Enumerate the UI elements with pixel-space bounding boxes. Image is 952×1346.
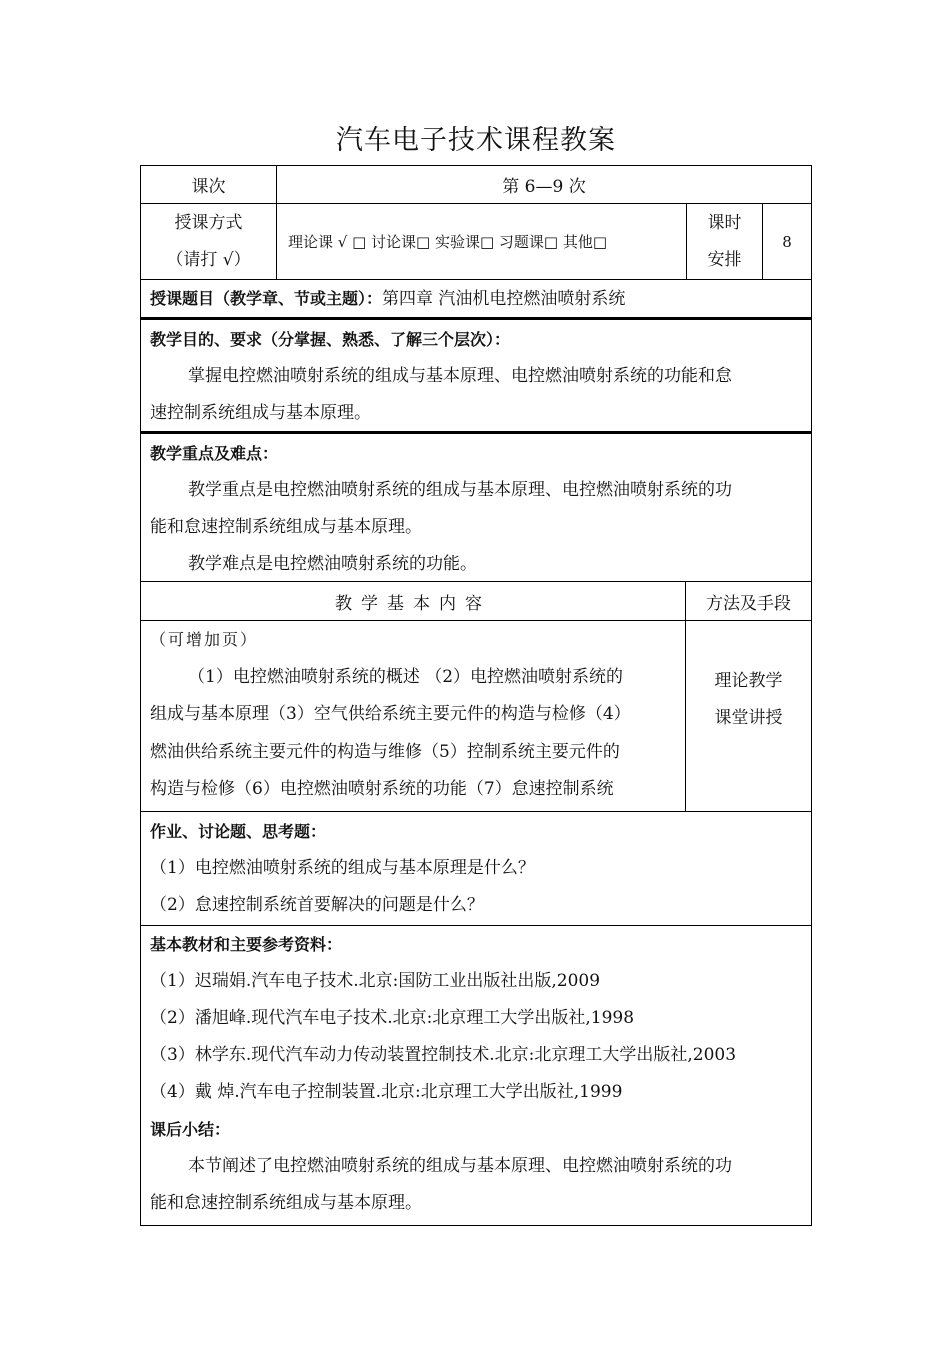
session-value: 第 6—9 次 xyxy=(276,166,811,203)
key-points-line: 教学难点是电控燃油喷射系统的功能。 xyxy=(188,554,477,574)
topic-label: 授课题目（教学章、节或主题）： xyxy=(150,289,383,308)
topic-value: 第四章 汽油机电控燃油喷射系统 xyxy=(382,289,626,309)
topic-row xyxy=(140,280,812,318)
references-heading: 基本教材和主要参考资料： xyxy=(150,935,343,954)
session-row xyxy=(140,165,812,204)
reference-item: （1）迟瑞娟.汽车电子技术.北京:国防工业出版社出版,2009 xyxy=(150,971,601,991)
objectives-section xyxy=(140,318,812,432)
hours-value: 8 xyxy=(762,204,811,279)
content-line: 构造与检修（6）电控燃油喷射系统的功能（7）怠速控制系统 xyxy=(150,779,614,799)
homework-heading: 作业、讨论题、思考题： xyxy=(150,822,327,841)
content-note: （可增加页） xyxy=(150,630,259,649)
session-label: 课次 xyxy=(191,177,226,197)
content-line: 组成与基本原理（3）空气供给系统主要元件的构造与检修（4） xyxy=(150,704,631,724)
content-method xyxy=(685,621,811,811)
method-header: 方法及手段 xyxy=(685,582,811,620)
reference-item: （2）潘旭峰.现代汽车电子技术.北京:北京理工大学出版社,1998 xyxy=(150,1008,635,1028)
key-points-heading: 教学重点及难点： xyxy=(150,444,279,463)
content-line: （1）电控燃油喷射系统的概述 （2）电控燃油喷射系统的 xyxy=(188,666,624,687)
content-header: 教学基本内容 xyxy=(335,593,491,614)
lesson-plan-table xyxy=(140,165,812,1226)
reference-item: （4）戴 焯.汽车电子控制装置.北京:北京理工大学出版社,1999 xyxy=(150,1082,623,1102)
reference-item: （3）林学东.现代汽车动力传动装置控制技术.北京:北京理工大学出版社,2003 xyxy=(150,1045,737,1065)
method-label-line1: 授课方式 xyxy=(174,212,243,233)
method-row xyxy=(140,204,812,280)
summary-line: 能和怠速控制系统组成与基本原理。 xyxy=(150,1193,422,1213)
key-points-line: 能和怠速控制系统组成与基本原理。 xyxy=(150,517,422,537)
homework-section xyxy=(140,812,812,926)
references-section xyxy=(140,926,812,1226)
key-points-section xyxy=(140,432,812,582)
objectives-line: 速控制系统组成与基本原理。 xyxy=(150,403,371,423)
content-row xyxy=(140,621,812,812)
homework-item: （1）电控燃油喷射系统的组成与基本原理是什么？ xyxy=(150,858,535,878)
content-method-line2: 课堂讲授 xyxy=(714,708,783,728)
method-label-line2: （请打 √） xyxy=(166,249,251,270)
summary-line: 本节阐述了电控燃油喷射系统的组成与基本原理、电控燃油喷射系统的功 xyxy=(188,1156,732,1176)
content-method-line1: 理论教学 xyxy=(714,671,783,691)
content-header-row xyxy=(140,582,812,621)
method-options: 理论课 √ □ 讨论课□ 实验课□ 习题课□ 其他□ xyxy=(276,204,686,279)
hours-label-line2: 安排 xyxy=(707,249,742,270)
hours-label xyxy=(686,204,762,279)
summary-heading: 课后小结： xyxy=(150,1120,231,1139)
objectives-heading: 教学目的、要求（分掌握、熟悉、了解三个层次）： xyxy=(150,330,511,349)
key-points-line: 教学重点是电控燃油喷射系统的组成与基本原理、电控燃油喷射系统的功 xyxy=(188,480,732,500)
objectives-line: 掌握电控燃油喷射系统的组成与基本原理、电控燃油喷射系统的功能和怠 xyxy=(188,366,732,386)
page-title: 汽车电子技术课程教案 xyxy=(336,125,616,156)
hours-label-line1: 课时 xyxy=(707,212,742,233)
method-label xyxy=(141,204,276,279)
content-body xyxy=(141,621,685,811)
homework-item: （2）怠速控制系统首要解决的问题是什么？ xyxy=(150,895,484,915)
content-line: 燃油供给系统主要元件的构造与维修（5）控制系统主要元件的 xyxy=(150,741,620,762)
